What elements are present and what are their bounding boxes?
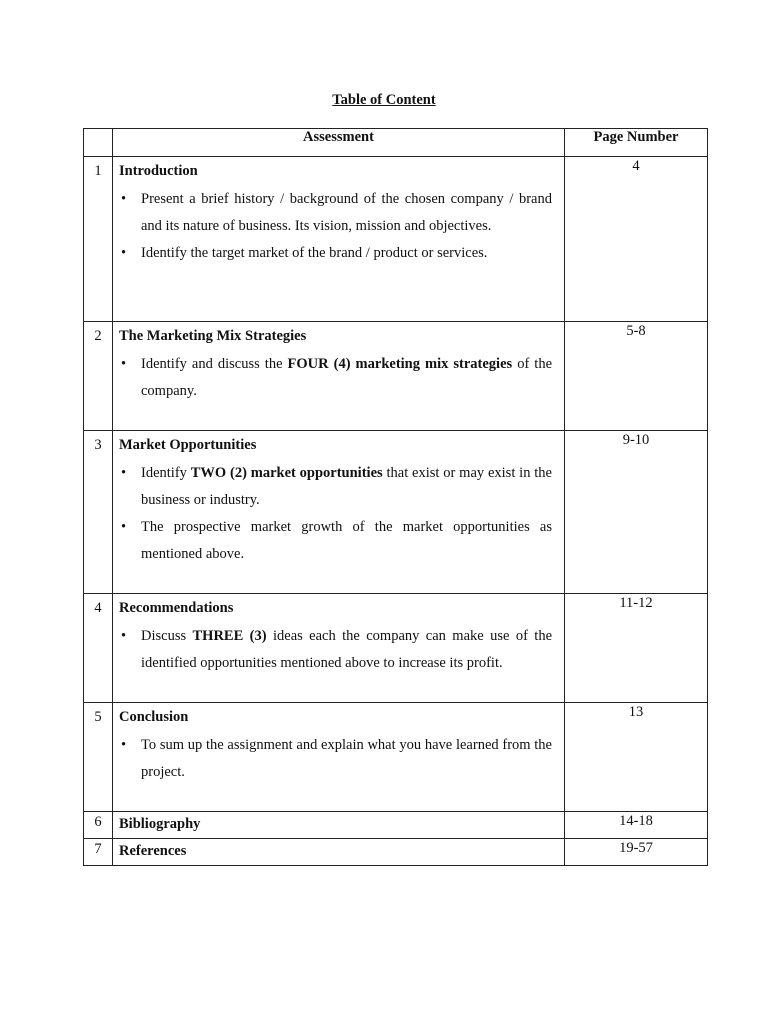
- assessment-cell: [113, 812, 565, 839]
- text-segment: that exist or may exist in the business or industry.: [141, 465, 552, 508]
- text-segment: The prospective market growth of the market opportunities as mentioned above.: [141, 519, 552, 562]
- bullet-list: [119, 732, 552, 786]
- bold-text: FOUR (4) marketing mix strategies: [287, 356, 513, 372]
- section-title: Introduction: [119, 163, 198, 179]
- row-number: 6: [84, 812, 113, 839]
- table-row: [84, 594, 708, 703]
- page-number: 19-57: [565, 839, 708, 866]
- bullet-item: [119, 186, 552, 240]
- table-row: [84, 322, 708, 431]
- header-page-number: Page Number: [565, 129, 708, 157]
- header-assessment: Assessment: [113, 129, 565, 157]
- table-row: [84, 812, 708, 839]
- text-segment: Discuss: [141, 628, 193, 644]
- table-header-row: [84, 129, 708, 157]
- bold-text: THREE (3): [192, 628, 267, 644]
- section-title: Conclusion: [119, 709, 189, 725]
- table-of-content: [83, 128, 708, 866]
- page-title: Table of Content: [332, 92, 436, 108]
- bullet-icon: •: [121, 191, 127, 207]
- bullet-icon: •: [121, 737, 127, 753]
- assessment-cell: [113, 594, 565, 703]
- table-body: [84, 157, 708, 866]
- bullet-list: [119, 623, 552, 677]
- bullet-item: [119, 351, 552, 405]
- table-row: [84, 157, 708, 322]
- bullet-icon: •: [121, 519, 127, 535]
- bold-text: TWO (2) market opportunities: [190, 465, 383, 481]
- row-number: 7: [84, 839, 113, 866]
- bullet-item: [119, 623, 552, 677]
- text-segment: To sum up the assignment and explain what you have learned from the project.: [141, 737, 552, 780]
- bullet-list: [119, 186, 552, 267]
- text-segment: of the company.: [141, 356, 553, 399]
- section-title: References: [119, 843, 187, 859]
- assessment-cell: [113, 322, 565, 431]
- bullet-icon: •: [121, 628, 127, 644]
- section-title: Market Opportunities: [119, 437, 257, 453]
- row-number: 5: [84, 703, 113, 812]
- assessment-cell: [113, 703, 565, 812]
- header-number: [84, 129, 113, 157]
- page-number: 11-12: [565, 594, 708, 703]
- table-row: [84, 839, 708, 866]
- section-title: The Marketing Mix Strategies: [119, 328, 307, 344]
- row-number: 2: [84, 322, 113, 431]
- row-number: 3: [84, 431, 113, 594]
- bullet-icon: •: [121, 465, 127, 481]
- bullet-icon: •: [121, 356, 127, 372]
- section-title: Recommendations: [119, 600, 234, 616]
- bullet-list: [119, 460, 552, 568]
- assessment-cell: [113, 839, 565, 866]
- section-title: Bibliography: [119, 816, 201, 832]
- bullet-item: [119, 732, 552, 786]
- assessment-cell: [113, 157, 565, 322]
- bullet-item: [119, 460, 552, 514]
- text-segment: Identify the target market of the brand / product or services.: [141, 245, 488, 261]
- text-segment: ideas each the company can make use of the identified opportunities mentioned above to increase its profit.: [141, 628, 553, 671]
- page-number: 9-10: [565, 431, 708, 594]
- assessment-cell: [113, 431, 565, 594]
- bullet-list: [119, 351, 552, 405]
- page-number: 4: [565, 157, 708, 322]
- bullet-icon: •: [121, 245, 127, 261]
- page-number: 14-18: [565, 812, 708, 839]
- text-segment: Present a brief history / background of the chosen company / brand and its nature of business. Its vision, mission and objectives.: [141, 191, 552, 234]
- bullet-item: [119, 514, 552, 568]
- table-row: [84, 431, 708, 594]
- table-row: [84, 703, 708, 812]
- page-number: 13: [565, 703, 708, 812]
- row-number: 1: [84, 157, 113, 322]
- bullet-item: [119, 240, 552, 267]
- text-segment: Identify and discuss the: [141, 356, 288, 372]
- row-number: 4: [84, 594, 113, 703]
- page-number: 5-8: [565, 322, 708, 431]
- text-segment: Identify: [141, 465, 191, 481]
